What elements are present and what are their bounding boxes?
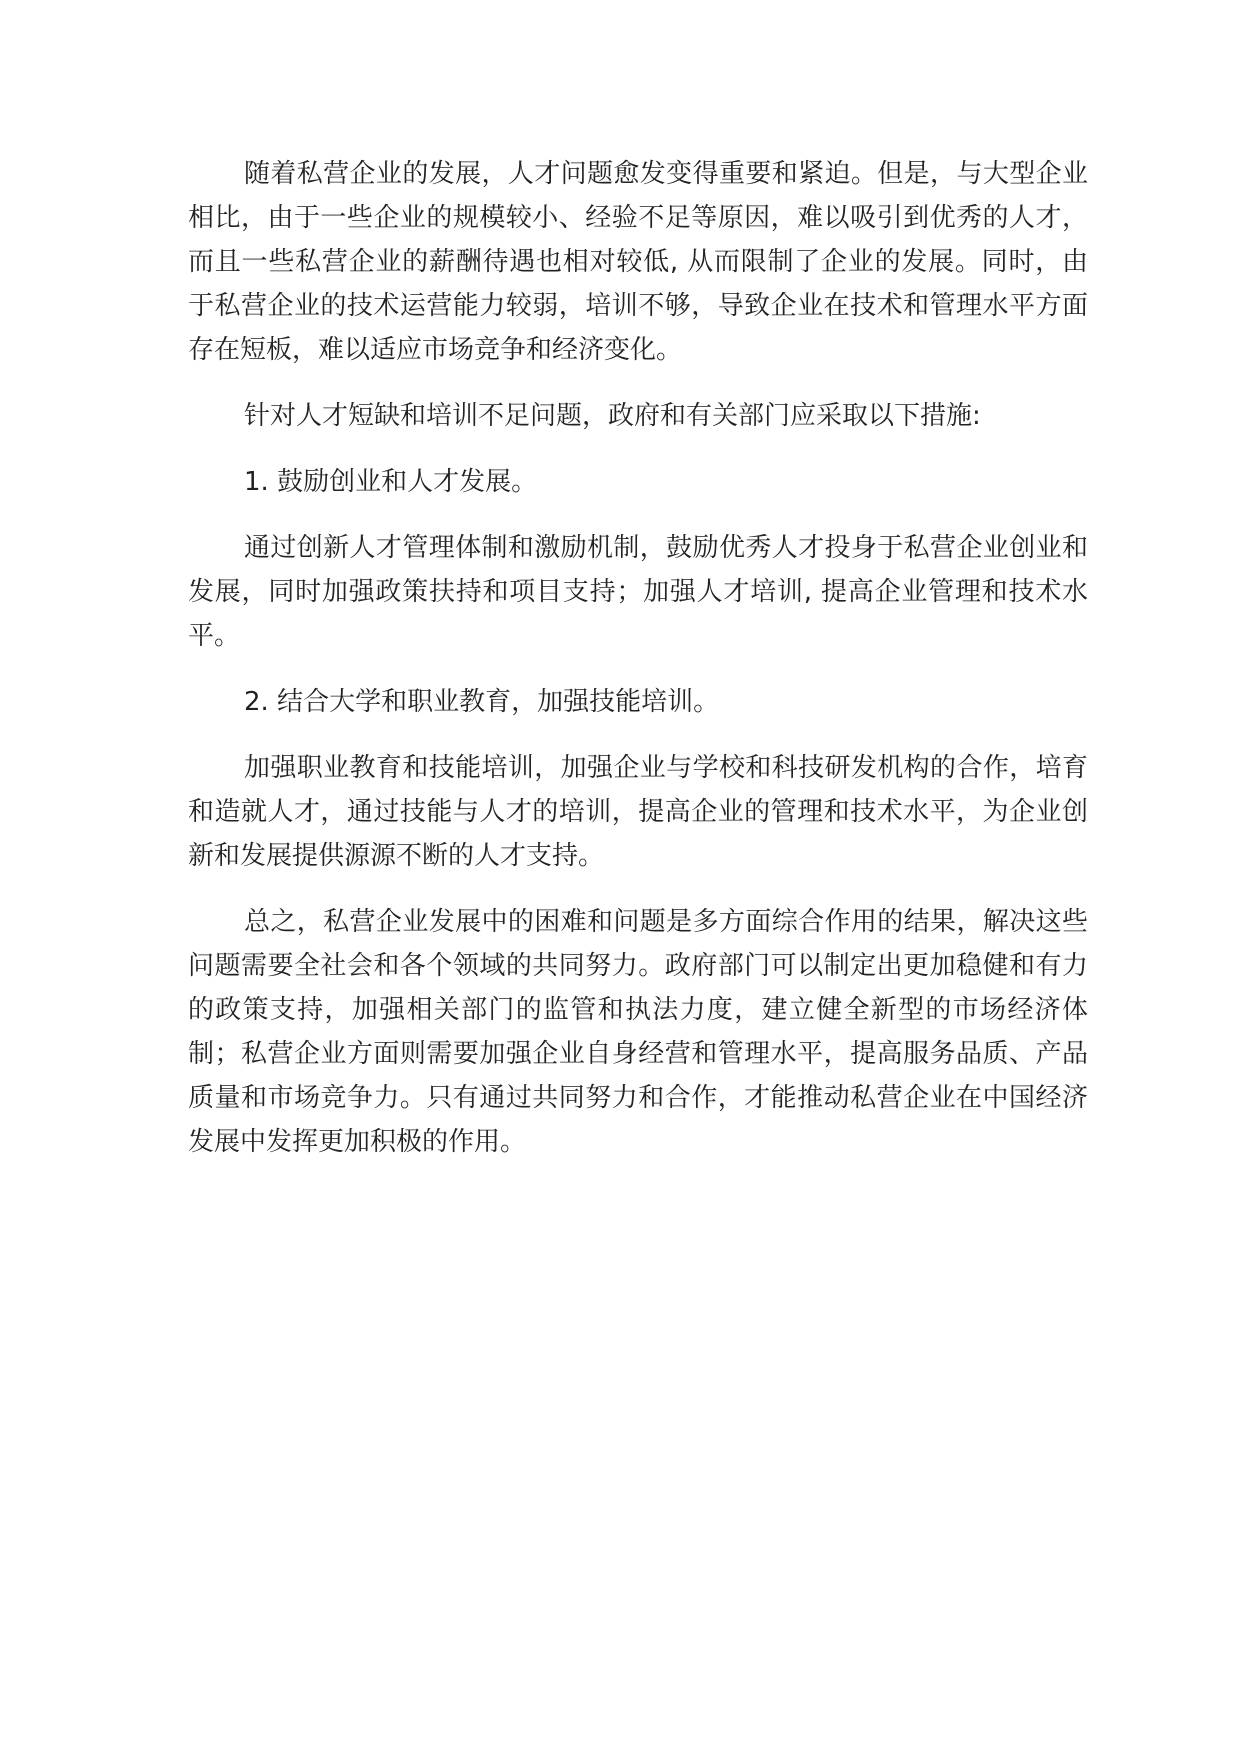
document-body xyxy=(188,152,1088,1186)
paragraph-talent-problem: 随着私营企业的发展，人才问题愈发变得重要和紧迫。但是，与大型企业相比，由于一些企业的规模较小、经验不足等原因，难以吸引到优秀的人才，而且一些私营企业的薪酬待遇也相对较低, 从而限制了企业的发展。同时，由于私营企业的技术运营能力较弱，培训不够，导致企业在技术和管理水平方面存在短板，难以适应市场竞争和经济变化。 xyxy=(188,159,1088,365)
paragraph-measure-1: 通过创新人才管理体制和激励机制，鼓励优秀人才投身于私营企业创业和发展，同时加强政策扶持和项目支持；加强人才培训, 提高企业管理和技术水平。 xyxy=(188,533,1088,651)
list-item-1-heading: 1. 鼓励创业和人才发展。 xyxy=(244,467,538,497)
paragraph-measure-2: 加强职业教育和技能培训，加强企业与学校和科技研发机构的合作，培育和造就人才，通过技能与人才的培训，提高企业的管理和技术水平，为企业创新和发展提供源源不断的人才支持。 xyxy=(188,753,1088,871)
paragraph-measures-intro: 针对人才短缺和培训不足问题，政府和有关部门应采取以下措施: xyxy=(244,401,981,431)
list-item-2-heading: 2. 结合大学和职业教育，加强技能培训。 xyxy=(244,687,720,717)
paragraph-conclusion: 总之，私营企业发展中的困难和问题是多方面综合作用的结果，解决这些问题需要全社会和各个领域的共同努力。政府部门可以制定出更加稳健和有力的政策支持，加强相关部门的监管和执法力度，建立健全新型的市场经济体制；私营企业方面则需要加强企业自身经营和管理水平，提高服务品质、产品质量和市场竞争力。只有通过共同努力和合作，才能推动私营企业在中国经济发展中发挥更加积极的作用。 xyxy=(188,907,1088,1157)
